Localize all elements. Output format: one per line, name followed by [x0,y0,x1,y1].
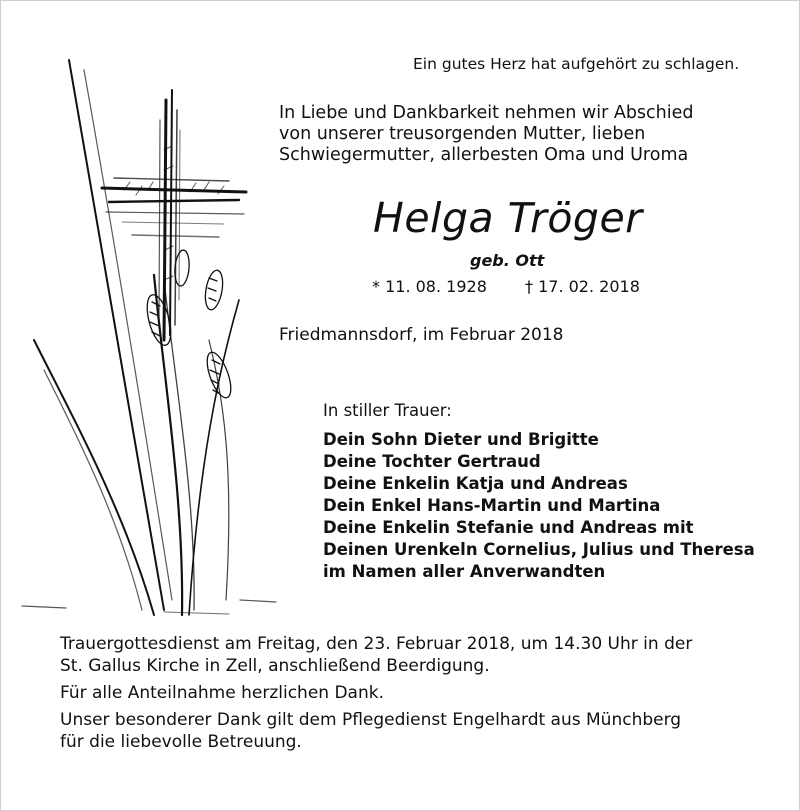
maiden-name: geb. Ott [470,251,545,270]
mourner-line: Deine Enkelin Katja und Andreas [323,474,628,493]
mourner-line: Deine Enkelin Stefanie und Andreas mit [323,518,694,537]
intro-line: In Liebe und Dankbarkeit nehmen wir Abschied [279,103,694,123]
place-date: Friedmannsdorf, im Februar 2018 [279,325,564,345]
special-thanks: für die liebevolle Betreuung. [60,732,302,752]
mourners-intro: In stiller Trauer: [323,401,452,420]
birth-date: * 11. 08. 1928 [372,277,487,296]
service-info: Trauergottesdienst am Freitag, den 23. Februar 2018, um 14.30 Uhr in der [60,634,693,654]
thanks-line: Für alle Anteilnahme herzlichen Dank. [60,683,384,703]
mourner-line: Deinen Urenkeln Cornelius, Julius und Theresa [323,540,755,559]
motto: Ein gutes Herz hat aufgehört zu schlagen. [413,55,740,73]
wheat-stalks-icon [22,60,276,615]
mourner-line: im Namen aller Anverwandten [323,562,606,581]
deceased-name: Helga Tröger [373,194,643,242]
mourner-line: Deine Tochter Gertraud [323,452,541,471]
mourner-line: Dein Sohn Dieter und Brigitte [323,430,599,449]
mourner-line: Dein Enkel Hans-Martin und Martina [323,496,661,515]
special-thanks: Unser besonderer Dank gilt dem Pflegedienst Engelhardt aus Münchberg [60,710,682,730]
cross-wheat-illustration [14,40,284,620]
intro-line: von unserer treusorgenden Mutter, lieben [279,124,646,144]
intro-line: Schwiegermutter, allerbesten Oma und Uroma [279,145,689,165]
death-date: † 17. 02. 2018 [525,277,640,296]
service-info: St. Gallus Kirche in Zell, anschließend Beerdigung. [60,656,490,676]
